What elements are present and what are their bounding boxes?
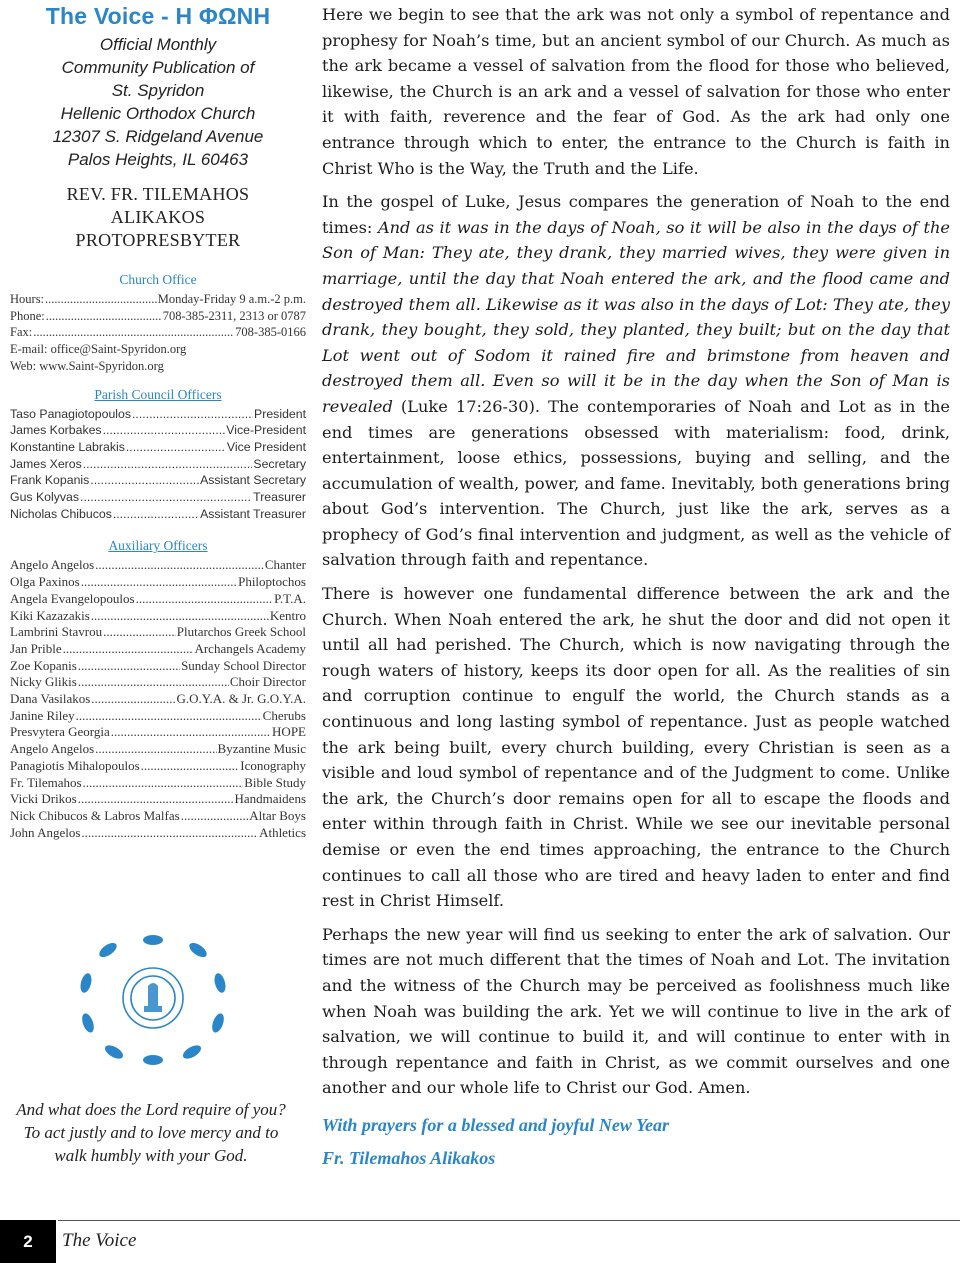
priest-line: PROTOPRESBYTER: [75, 230, 241, 250]
parish-council-title: Parish Council Officers: [94, 386, 222, 402]
auxiliary-role: Athletics: [259, 824, 306, 840]
article-paragraph: Perhaps the new year will find us seeking to enter the ark of salvation. Our times are not much different that the times of Noah and Lot. The invitation and the witness of the Church may be perceived as foolishness much like when Noah was building the ark. Yet we will continue to live in the ark of salvation, we will continue to build it, and will continue to enter with in through repentance and faith in Christ, as we commit ourselves and one another and our whole life to Christ our God. Amen.: [322, 924, 950, 1098]
closing-blessing: With prayers for a blessed and joyful New Year: [322, 1114, 670, 1135]
publication-line: Palos Heights, IL 60463: [67, 150, 249, 169]
officer-name: Taso Panagiotopoulos: [10, 406, 132, 421]
auxiliary-role: Bible Study: [244, 774, 306, 790]
auxiliary-row: [10, 724, 306, 741]
masthead-title: The Voice - Η ΦΩΝΗ: [45, 3, 271, 29]
auxiliary-row: [10, 574, 306, 591]
auxiliary-role: Iconography: [240, 757, 306, 773]
auxiliary-name: Kiki Kazazakis: [10, 607, 90, 623]
office-row: [10, 291, 306, 308]
priest-line: ALIKAKOS: [110, 207, 206, 227]
priest-name: [10, 183, 306, 252]
auxiliary-row: [10, 608, 306, 625]
sidebar: [10, 0, 306, 841]
officer-name: Gus Kolyvas: [10, 490, 80, 505]
office-label: Phone:: [10, 308, 45, 323]
paragraph-text: The contemporaries of Noah and Lot as in the end times are generations obsessed with materialism: food, drink, entertainment, loose ethics, possessions, buying and selling, and the accumulation of wealth, power, and fame. Inevitably, both generations bring about God’s intervention. The Church, just like the ark, serves as a prophecy of God’s final intervention and judgment, as well as the vehicle of salvation through faith and repentance.: [322, 396, 950, 570]
auxiliary-role: Altar Boys: [249, 807, 306, 823]
auxiliary-name: Angela Evangelopoulos: [10, 590, 135, 606]
officer-name: Frank Kopanis: [10, 473, 90, 488]
auxiliary-role: Sunday School Director: [181, 657, 306, 673]
publication-line: 12307 S. Ridgeland Avenue: [52, 127, 264, 146]
article-body: [322, 2, 950, 1175]
publication-info: [10, 33, 306, 171]
office-row: [10, 324, 306, 341]
officer-role: Treasurer: [253, 490, 306, 505]
auxiliary-role: Kentro: [269, 607, 306, 623]
auxiliary-role: Choir Director: [229, 674, 306, 690]
office-value: 708-385-2311, 2313 or 0787: [162, 308, 306, 323]
officer-row: [10, 472, 306, 489]
page-footer: [0, 1220, 960, 1263]
parish-council-list: [10, 406, 306, 523]
auxiliary-role: Plutarchos Greek School: [176, 624, 306, 640]
auxiliary-name: Fr. Tilemahos: [10, 774, 82, 790]
gospel-reference: (Luke 17:26-30).: [392, 396, 541, 416]
article-paragraph: [322, 189, 950, 573]
footer-title: The Voice: [62, 1230, 137, 1251]
auxiliary-name: Nick Chibucos & Labros Malfas: [10, 807, 180, 823]
officer-row: [10, 506, 306, 523]
officer-role: Assistant Secretary: [200, 473, 306, 488]
office-web[interactable]: Web: www.Saint-Spyridon.org: [10, 358, 164, 373]
publication-line: Official Monthly: [99, 35, 217, 54]
officer-role: Assistant Treasurer: [200, 506, 306, 521]
auxiliary-title: Auxiliary Officers: [108, 538, 208, 554]
officer-name: James Korbakes: [10, 423, 102, 438]
auxiliary-role: Chanter: [264, 557, 306, 573]
auxiliary-row: [10, 591, 306, 608]
auxiliary-row: [10, 624, 306, 641]
closing-signature: Fr. Tilemahos Alikakos: [322, 1147, 496, 1168]
officer-role: Vice President: [226, 439, 306, 454]
scripture-quote: And what does the Lord require of you? To act justly and to love mercy and to walk humbly with your God.: [16, 1100, 286, 1165]
auxiliary-row: [10, 791, 306, 808]
office-label: Hours:: [10, 292, 45, 306]
officer-name: James Xeros: [10, 456, 82, 471]
auxiliary-role: Handmaidens: [234, 791, 306, 807]
church-office-list: [10, 291, 306, 375]
officer-row: [10, 422, 306, 439]
auxiliary-row: [10, 641, 306, 658]
auxiliary-role: Cherubs: [262, 707, 306, 723]
paragraph-text: In the gospel of Luke, Jesus compares the generation of Noah to the end times:: [322, 192, 950, 237]
article-paragraph: Here we begin to see that the ark was not only a symbol of repentance and prophesy for Noah’s time, but an ancient symbol of our Church. As much as the ark became a vessel of salvation from the flood for those who believed, likewise, the Church is an ark and a vessel of salvation for those who enter it with faith, reverence and the fear of God. As the ark had only one entrance through which to enter, the entrance to the Church is faith in Christ Who is the Way, the Truth and the Life.: [322, 5, 950, 178]
auxiliary-row: [10, 674, 306, 691]
page-number: 2: [0, 1220, 56, 1263]
office-label: Fax:: [10, 325, 33, 340]
auxiliary-row: [10, 691, 306, 708]
auxiliary-role: Archangels Academy: [194, 640, 306, 656]
auxiliary-role: P.T.A.: [274, 590, 306, 606]
church-office-title: Church Office: [119, 272, 197, 287]
auxiliary-row: [10, 708, 306, 725]
officer-role: Vice-President: [226, 423, 306, 438]
office-row: [10, 308, 306, 325]
auxiliary-name: Lambrini Stavrou: [10, 624, 103, 640]
officer-row: [10, 489, 306, 506]
publication-line: St. Spyridon: [111, 81, 205, 100]
office-email[interactable]: E-mail: office@Saint-Spyridon.org: [10, 342, 187, 357]
auxiliary-row: [10, 758, 306, 775]
auxiliary-name: Dana Vasilakos: [10, 691, 91, 707]
auxiliary-row: [10, 557, 306, 574]
auxiliary-role: G.O.Y.A. & Jr. G.O.Y.A.: [176, 691, 306, 707]
gospel-quote: And as it was in the days of Noah, so it will be also in the days of the Son of Man: They ate, they drank, they married wives, they were given in marriage, until the day that Noah entered the ark, and the flood came and destroyed them all. Likewise as it was also in the days of Lot: They ate, they drank, they bought, they sold, they planted, they built; but on the day that Lot went out of Sodom it rained fire and brimstone from heaven and destroyed them all. Even so will it be in the day when the Son of Man is revealed: [322, 217, 950, 416]
auxiliary-name: Vicki Drikos: [10, 791, 77, 807]
publication-line: Hellenic Orthodox Church: [60, 104, 256, 123]
officer-row: [10, 456, 306, 473]
auxiliary-name: Zoe Kopanis: [10, 657, 77, 673]
officer-role: President: [254, 406, 306, 421]
auxiliary-row: [10, 808, 306, 825]
office-value: Monday-Friday 9 a.m.-2 p.m.: [157, 292, 306, 306]
officer-role: Secretary: [253, 456, 306, 471]
auxiliary-role: Byzantine Music: [217, 741, 306, 757]
auxiliary-name: Janine Riley: [10, 707, 75, 723]
auxiliary-list: [10, 557, 306, 841]
auxiliary-row: [10, 825, 306, 842]
auxiliary-name: Angelo Angelos: [10, 741, 95, 757]
auxiliary-name: Jan Prible: [10, 640, 62, 656]
auxiliary-row: [10, 658, 306, 675]
article-paragraph: There is however one fundamental difference between the ark and the Church. When Noah entered the ark, he shut the door and did not open it until all had perished. The Church, which is now navigating through the rough waters of history, keeps its door open for all. As the realities of sin and corruption continue to engulf the world, the Church stands as a continuous and long lasting symbol of repentance. Just as people watched the ark being built, every church building, every Christian is seen as a visible and loud symbol of repentance and of the Judgment to come. Unlike the ark, the Church’s door remains open for all to escape the floods and enter within through faith in Christ. While we see our inevitable personal demise or even the end times approaching, the entrance to the Church continues to call all those who are tired and heavy laden to enter and find rest in Christ Himself.: [322, 584, 950, 911]
footer-divider: [58, 1220, 960, 1221]
parish-seal-icon: [48, 928, 258, 1068]
priest-line: REV. FR. TILEMAHOS: [66, 184, 250, 204]
auxiliary-name: Olga Paxinos: [10, 574, 80, 590]
officer-name: Nicholas Chibucos: [10, 506, 112, 521]
auxiliary-name: John Angelos: [10, 824, 81, 840]
publication-line: Community Publication of: [61, 58, 255, 77]
auxiliary-name: Panagiotis Mihalopoulos: [10, 757, 140, 773]
auxiliary-role: Philoptochos: [238, 574, 306, 590]
officer-row: [10, 439, 306, 456]
office-value: 708-385-0166: [235, 325, 306, 340]
auxiliary-name: Presvytera Georgia: [10, 724, 110, 740]
officer-row: [10, 406, 306, 423]
officer-name: Konstantine Labrakis: [10, 439, 125, 454]
auxiliary-name: Angelo Angelos: [10, 557, 95, 573]
auxiliary-name: Nicky Glikis: [10, 674, 77, 690]
auxiliary-row: [10, 775, 306, 792]
auxiliary-row: [10, 741, 306, 758]
auxiliary-role: HOPE: [272, 724, 306, 740]
